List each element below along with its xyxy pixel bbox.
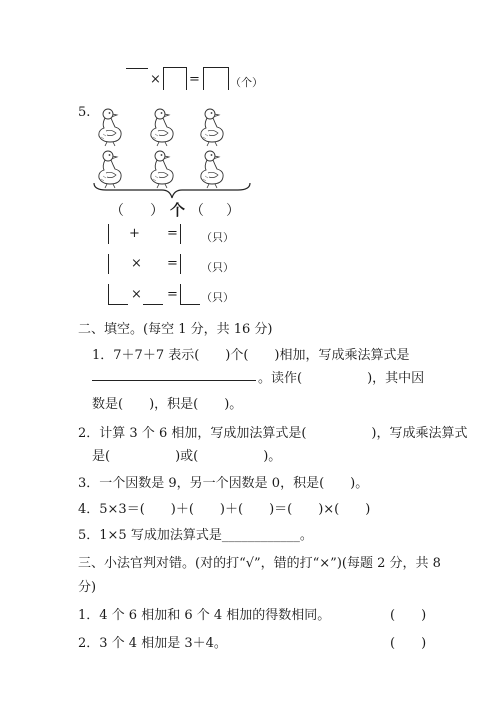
top-blank-1 bbox=[126, 68, 148, 69]
top-box-2 bbox=[163, 67, 187, 90]
q5-paren-close-1: ） bbox=[150, 203, 164, 219]
s2-q1-line3: 数是( )，积是( )。 bbox=[92, 397, 243, 412]
q5-times-sign: × bbox=[131, 256, 142, 271]
s3-q1: 1．4 个 6 相加和 6 个 4 相加的得数相同。 bbox=[78, 608, 331, 623]
s2-q4: 4．5×3＝( )＋( )＋( )＝( )×( ) bbox=[78, 502, 371, 517]
duck-icon bbox=[151, 109, 173, 146]
s2-q1-line1: 1．7＋7＋7 表示( )个( )相加，写成乘法算式是 bbox=[92, 348, 410, 363]
section-2-heading: 二、填空。(每空 1 分，共 16 分) bbox=[78, 322, 273, 337]
q5-paren-open-2: （ bbox=[190, 203, 204, 219]
q5-ge-label: 个 bbox=[170, 201, 186, 219]
s3-q2: 2．3 个 4 相加是 3＋4。 bbox=[78, 636, 227, 651]
s2-q1-line2: 。读作( )，其中因 bbox=[258, 371, 425, 386]
s2-q2-line2: 是( )或( )。 bbox=[92, 449, 282, 464]
curly-brace-icon bbox=[92, 181, 252, 201]
s2-q3: 3．一个因数是 9，另一个因数是 0，积是( )。 bbox=[78, 476, 369, 491]
s2-q5: 5．1×5 写成加法算式是____________。 bbox=[78, 528, 313, 543]
top-times-sign: × bbox=[150, 72, 161, 87]
question-5-number: 5. bbox=[78, 105, 91, 120]
q5-unit-3: （只） bbox=[201, 291, 234, 304]
q5-paren-close-2: ） bbox=[226, 203, 240, 219]
s3-q2-answer-paren: ( ) bbox=[390, 636, 427, 651]
s2-q1-answer-line bbox=[92, 380, 256, 381]
q5-times-sign: × bbox=[131, 287, 142, 302]
duck-icon bbox=[99, 109, 121, 146]
section-3-heading-line1: 三、小法官判对错。(对的打“√”，错的打“×”)(每题 2 分，共 8 bbox=[78, 556, 441, 571]
section-3-heading-line2: 分) bbox=[78, 580, 97, 595]
top-unit: （个） bbox=[230, 76, 263, 89]
s3-q1-answer-paren: ( ) bbox=[390, 608, 427, 623]
q5-paren-open-1: （ bbox=[110, 203, 124, 219]
q5-unit-2: （只） bbox=[201, 261, 234, 274]
top-box-3 bbox=[203, 67, 229, 90]
q5-equals-sign: = bbox=[167, 226, 178, 241]
q5-equals-sign: = bbox=[167, 287, 178, 302]
duck-icon bbox=[201, 109, 223, 146]
s2-q2-line1: 2．计算 3 个 6 相加，写成加法算式是( )，写成乘法算式 bbox=[78, 426, 468, 441]
q5-plus-sign: + bbox=[129, 226, 140, 241]
q5-unit-1: （只） bbox=[201, 231, 234, 244]
q5-equals-sign: = bbox=[167, 256, 178, 271]
top-equals-sign: = bbox=[189, 72, 200, 87]
